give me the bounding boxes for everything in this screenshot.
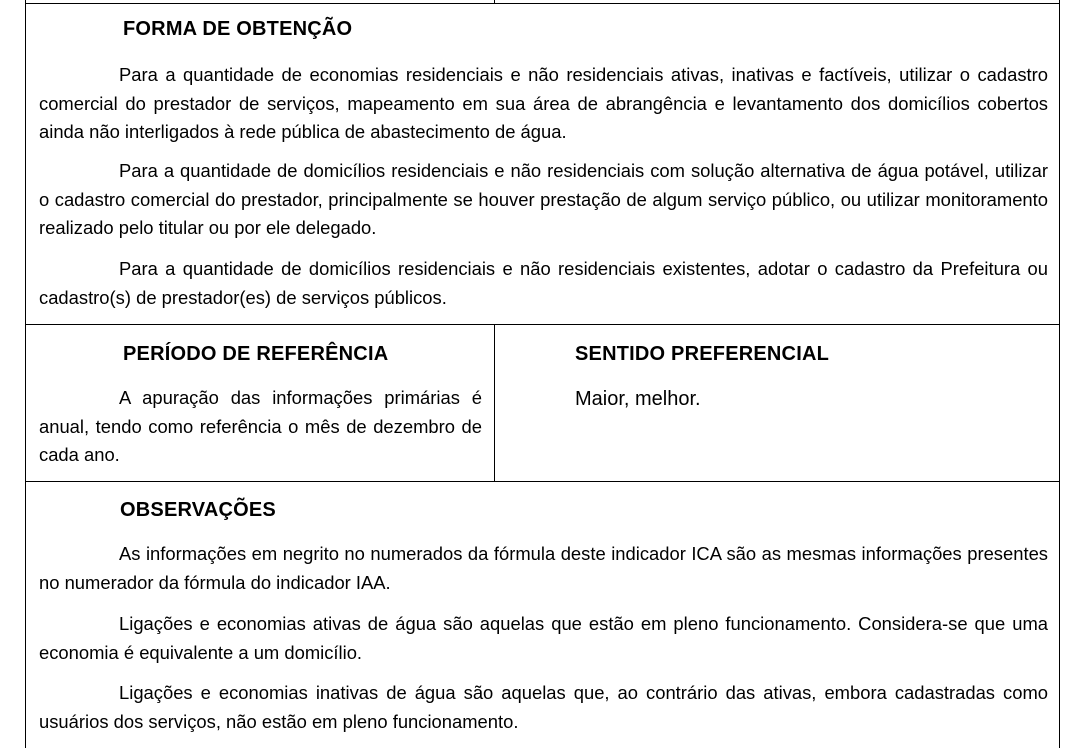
table-border-left [25,0,26,748]
observacoes-heading: OBSERVAÇÕES [120,499,276,521]
observacoes-paragraph-3: Ligações e economias inativas de água são aquelas que, ao contrário das ativas, embora cadastradas como usuários dos serviços, não estão em pleno funcionamento. [39,682,1048,732]
forma-heading: FORMA DE OBTENÇÃO [123,18,353,40]
table-row-divider-1 [25,324,1060,325]
observacoes-paragraph-2: Ligações e economias ativas de água são aquelas que estão em pleno funcionamento. Considera-se que uma economia é equivalente a um domicílio. [39,613,1048,663]
table-border-right [1059,0,1060,748]
periodo-text: A apuração das informações primárias é anual, tendo como referência o mês de dezembro de cada ano. [39,387,482,465]
periodo-heading: PERÍODO DE REFERÊNCIA [123,343,389,365]
forma-paragraph-2: Para a quantidade de domicílios residenciais e não residenciais com solução alternativa de água potável, utilizar o cadastro comercial do prestador, principalmente se houver prestação de algum serviço público, ou utilizar monitoramento realizado pelo titular ou por ele delegado. [39,160,1048,238]
table-row-divider-2 [25,481,1060,482]
forma-paragraph-3: Para a quantidade de domicílios residenciais e não residenciais existentes, adotar o cadastro da Prefeitura ou cadastro(s) de prestador(es) de serviços públicos. [39,258,1048,308]
middle-cell-divider [494,324,495,481]
table-row-top-border [25,3,1060,4]
sentido-text: Maior, melhor. [575,388,701,410]
forma-paragraph-1: Para a quantidade de economias residenciais e não residenciais ativas, inativas e factíveis, utilizar o cadastro comercial do prestador de serviços, mapeamento em sua área de abrangência e levantamento dos domicílios cobertos ainda não interligados à rede pública de abastecimento de água. [39,64,1048,142]
sentido-heading: SENTIDO PREFERENCIAL [575,343,830,365]
observacoes-paragraph-1: As informações em negrito no numerados da fórmula deste indicador ICA são as mesmas informações presentes no numerador da fórmula do indicador IAA. [39,543,1048,593]
